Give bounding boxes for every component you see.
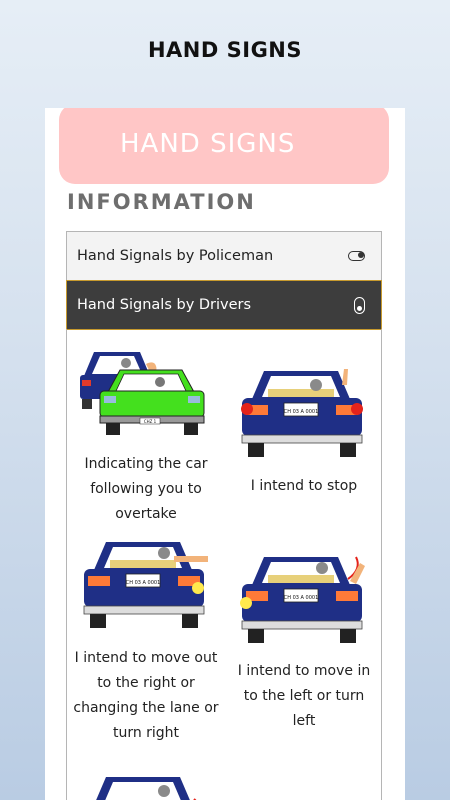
banner-title: HAND SIGNS [59, 108, 389, 184]
sign-overtake [67, 344, 225, 527]
app-title: HAND SIGNS [147, 38, 303, 62]
plate-text: CH 03 A 0001 [125, 580, 161, 586]
plate-text: CH 03 A 0001 [283, 595, 319, 601]
overtake-car-illustration [76, 344, 216, 440]
accordion-drivers[interactable] [66, 280, 382, 330]
accordion-policeman-label: Hand Signals by Policeman [77, 248, 274, 264]
plate-back-text: CHZ 1 [143, 419, 157, 424]
sign-turn-left [225, 549, 383, 734]
next-car-illustration [76, 769, 216, 800]
sign-caption: I intend to stop [250, 478, 358, 494]
plate-text: CH 03 A 0001 [283, 409, 319, 415]
stop-car-illustration [234, 359, 374, 464]
sign-next-partial [67, 769, 225, 800]
sign-caption: Indicating the car following you to overtake [84, 456, 208, 522]
toggle-icon[interactable] [354, 297, 365, 314]
section-title: INFORMATION [67, 190, 256, 214]
sign-turn-right [67, 534, 225, 746]
accordion-policeman[interactable] [66, 231, 382, 281]
sign-stop [225, 359, 383, 499]
sign-caption: I intend to move out to the right or changing the lane or turn right [73, 650, 219, 741]
toggle-icon[interactable] [348, 251, 365, 261]
turn-left-car-illustration [234, 549, 374, 649]
turn-right-car-illustration [76, 534, 216, 634]
drivers-signals-content [66, 329, 382, 800]
content-panel [45, 108, 405, 800]
sign-caption: I intend to move in to the left or turn left [237, 663, 371, 729]
accordion-drivers-label: Hand Signals by Drivers [77, 297, 252, 313]
